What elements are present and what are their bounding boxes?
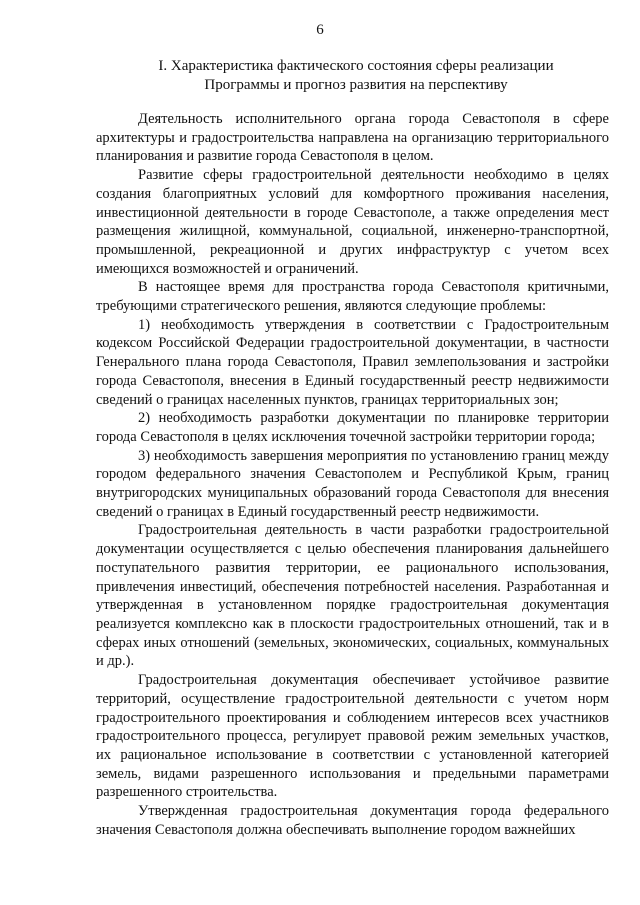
paragraph: Градостроительная деятельность в части разработки градостроительной документации осуществляется с целью обеспечения планирования дальнейшего поступательного развития территории, ее рационального использования, привлечения инвестиций, обеспечения потребностей населения. Разработанная и утвержденная в установленном порядке градостроительная документация реализуется комплексно как в плоскости градостроительных отношений, так и в сферах иных отношений (земельных, экономических, социальных, коммунальных и др.). — [96, 522, 609, 670]
paragraph: Развитие сферы градостроительной деятельности необходимо в целях создания благоприятных условий для комфортного проживания населения, инвестиционной деятельности в городе Севастополе, а также определения мест размещения жилищной, коммунальной, социальной, инженерно-транспортной, промышленной, рекреационной и других инфраструктур с учетом всех имеющихся возможностей и ограничений. — [96, 167, 609, 277]
document-body — [96, 110, 609, 839]
section-heading — [96, 57, 616, 95]
list-item-paragraph: 2) необходимость разработки документации по планировке территории города Севастополя в целях исключения точечной застройки территории города; — [96, 410, 609, 445]
list-item-paragraph: 1) необходимость утверждения в соответствии с Градостроительным кодексом Российской Федерации градостроительной документации, в частности Генерального плана города Севастополя, Правил землепользования и застройки города Севастополя, внесения в Единый государственный реестр недвижимости сведений о границах населенных пунктов, границах территориальных зон; — [96, 316, 609, 408]
paragraph: Градостроительная документация обеспечивает устойчивое развитие территорий, осуществление градостроительной деятельности с учетом норм градостроительного проектирования и соблюдением интересов всех участников градостроительного процесса, регулирует правовой режим земельных участков, их рациональное использование в соответствии с установленной категорией земель, видами разрешенного использования и предельными параметрами разрешенного строительства. — [96, 672, 609, 801]
section-heading-line-2: Программы и прогноз развития на перспективу — [204, 77, 508, 93]
paragraph: Деятельность исполнительного органа города Севастополя в сфере архитектуры и градостроительства направлена на организацию территориального планирования и развитие города Севастополя в целом. — [96, 111, 609, 165]
list-item-paragraph: 3) необходимость завершения мероприятия по установлению границ между городом федерального значения Севастополем и Республикой Крым, границ внутригородских муниципальных образований города Севастополя для внесения сведений о границах в Единый государственный реестр недвижимости. — [96, 447, 609, 520]
paragraph: В настоящее время для пространства города Севастополя критичными, требующими стратегического решения, являются следующие проблемы: — [96, 279, 609, 315]
paragraph: Утвержденная градостроительная документация города федерального значения Севастополя должна обеспечивать выполнение городом важнейших — [96, 803, 609, 838]
section-heading-line-1: I. Характеристика фактического состояния сферы реализации — [158, 58, 554, 74]
page-number: 6 — [316, 22, 324, 38]
